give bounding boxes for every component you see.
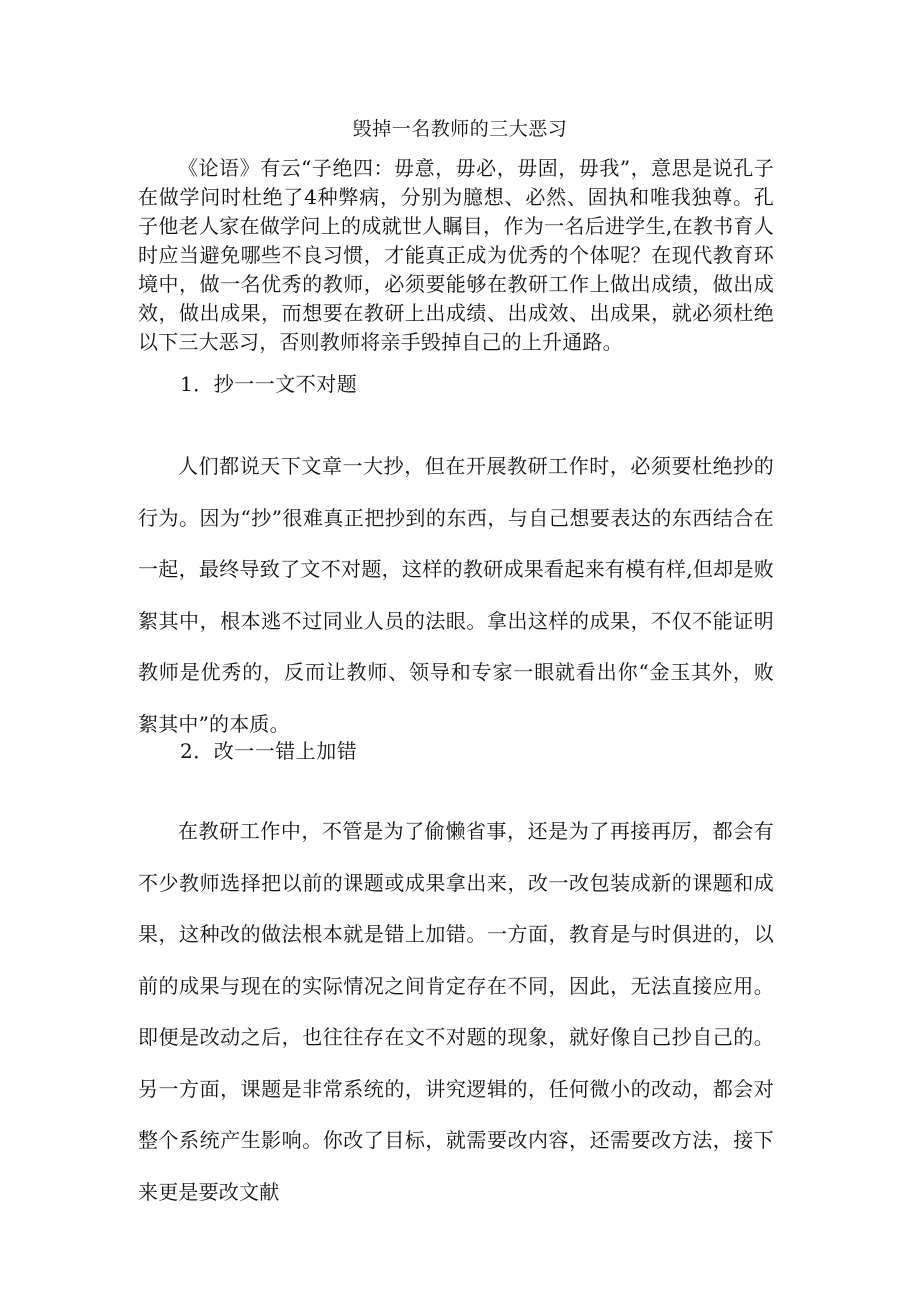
section-heading-2: 2．改一一错上加错 xyxy=(180,739,358,763)
section-body-1: 人们都说天下文章一大抄，但在开展教研工作时，必须要杜绝抄的行为。因为“抄”很难真正把抄到的东西，与自己想要表达的东西结合在一起，最终导致了文不对题，这样的教研成果看起来有模有样,但却是败絮其中，根本逃不过同业人员的法眼。拿出这样的成果，不仅不能证明教师是优秀的，反而让教师、领导和专家一眼就看出你“金玉其外，败絮其中”的本质。 xyxy=(138,454,774,736)
section-body-2: 在教研工作中，不管是为了偷懒省事，还是为了再接再厉，都会有不少教师选择把以前的课题或成果拿出来，改一改包装成新的课题和成果，这种改的做法根本就是错上加错。一方面，教育是与时俱进的，以前的成果与现在的实际情况之间肯定存在不同，因此，无法直接应用。即便是改动之后，也往往存在文不对题的现象，就好像自己抄自己的。另一方面，课题是非常系统的，讲究逻辑的，任何微小的改动，都会对整个系统产生影响。你改了目标，就需要改内容，还需要改方法，接下来更是要改文献 xyxy=(138,819,774,1204)
section-heading-1: 1．抄一一文不对题 xyxy=(180,372,358,396)
document-title: 毁掉一名教师的三大恶习 xyxy=(352,118,568,140)
intro-paragraph: 《论语》有云“子绝四：毋意，毋必，毋固，毋我”，意思是说孔子在做学问时杜绝了4种弊病，分别为臆想、必然、固执和唯我独尊。孔子他老人家在做学问上的成就世人瞩目，作为一名后进学生,在教书育人时应当避免哪些不良习惯，才能真正成为优秀的个体呢？在现代教育环境中，做一名优秀的教师，必须要能够在教研工作上做出成绩，做出成效，做出成果，而想要在教研上出成绩、出成效、出成果，就必须杜绝以下三大恶习，否则教师将亲手毁掉自己的上升通路。 xyxy=(138,156,774,354)
